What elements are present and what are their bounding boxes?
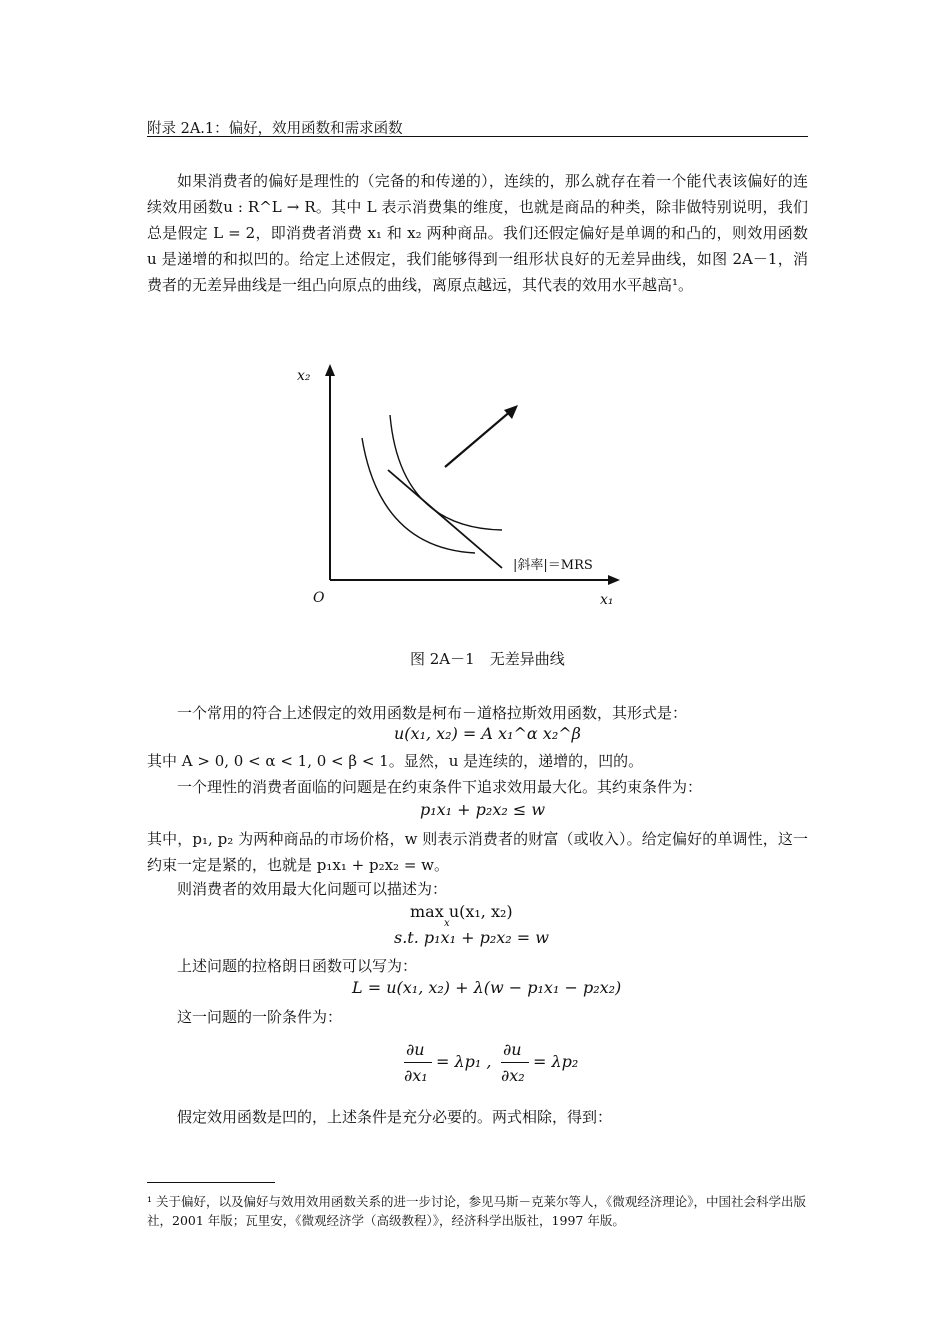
foc1-denominator: ∂x₁ [404, 1066, 428, 1085]
budget-constraint: p₁x₁ + p₂x₂ ≤ w [420, 800, 546, 819]
foc-intro: 这一问题的一阶条件为： [177, 1008, 343, 1026]
foc2-denominator: ∂x₂ [501, 1066, 525, 1085]
slope-label: |斜率|＝MRS [513, 558, 593, 573]
indifference-curve-figure [290, 360, 630, 620]
problem-intro: 一个理性的消费者面临的问题是在约束条件下追求效用最大化。其约束条件为： [177, 778, 703, 796]
foc1-fraction-bar [404, 1062, 432, 1063]
header-rule [147, 136, 808, 137]
section-header: 附录 2A.1：偏好，效用函数和需求函数 [147, 121, 403, 137]
foc1-rhs: = λp₁ , [436, 1052, 492, 1071]
foc2-numerator: ∂u [503, 1040, 522, 1059]
cobb-douglas-equation: u(x₁, x₂) = A x₁^α x₂^β [394, 724, 581, 743]
price-explanation: 其中，p₁, p₂ 为两种商品的市场价格，w 则表示消费者的财富（或收入）。给定偏好的单调性，这一约束一定是紧的，也就是 p₁x₁ + p₂x₂ = w。 [147, 830, 808, 874]
y-axis-label: x₂ [297, 368, 311, 384]
x-axis-arrowhead [608, 575, 620, 585]
max-subscript: x [444, 918, 450, 929]
y-axis-arrowhead [325, 364, 335, 376]
max-constraint: s.t. p₁x₁ + p₂x₂ = w [394, 928, 549, 947]
lagrange-intro: 上述问题的拉格朗日函数可以写为： [177, 957, 418, 975]
foc2-rhs: = λp₂ [533, 1052, 579, 1071]
cobb-douglas-intro: 一个常用的符合上述假定的效用函数是柯布－道格拉斯效用函数，其形式是： [177, 704, 688, 722]
parameter-note: 其中 A > 0, 0 < α < 1, 0 < β < 1。显然，u 是连续的，递增的，凹的。 [147, 752, 644, 770]
utility-arrowhead [504, 405, 518, 419]
figure-caption: 图 2A－1 无差异曲线 [410, 650, 565, 668]
intro-paragraph: 如果消费者的偏好是理性的（完备的和传递的），连续的，那么就存在着一个能代表该偏好的连续效用函数u : R^L → R。其中 L 表示消费集的维度，也就是商品的种类，除非做特别说明，我们总是假定 L = 2，即消费者消费 x₁ 和 x₂ 两种商品。我们还假定偏好是单调的和凸的，则效用函数 u 是递增的和拟凹的。给定上述假定，我们能够得到一组形状良好的无差异曲线，如图 2A－1，消费者的无差异曲线是一组凸向原点的曲线，离原点越远，其代表的效用水平越高¹。 [147, 172, 808, 294]
origin-label: O [313, 590, 325, 606]
concavity-note: 假定效用函数是凹的，上述条件是充分必要的。两式相除，得到： [177, 1108, 613, 1126]
tangent-line [388, 470, 502, 568]
footnote: ¹ 关于偏好，以及偏好与效用效用函数关系的进一步讨论，参见马斯－克莱尔等人，《微观经济理论》，中国社会科学出版社，2001 年版；瓦里安，《微观经济学（高级教程）》，经济科学出版社，1997 年版。 [147, 1194, 806, 1228]
utility-direction-arrow [445, 410, 512, 467]
max-objective: max u(x₁, x₂) [410, 902, 513, 921]
lagrangian-equation: L = u(x₁, x₂) + λ(w − p₁x₁ − p₂x₂) [352, 978, 622, 997]
foc2-fraction-bar [501, 1062, 529, 1063]
x-axis-label: x₁ [600, 592, 614, 608]
foc1-numerator: ∂u [406, 1040, 425, 1059]
footnote-rule [147, 1182, 275, 1183]
maximization-intro: 则消费者的效用最大化问题可以描述为： [177, 880, 448, 898]
